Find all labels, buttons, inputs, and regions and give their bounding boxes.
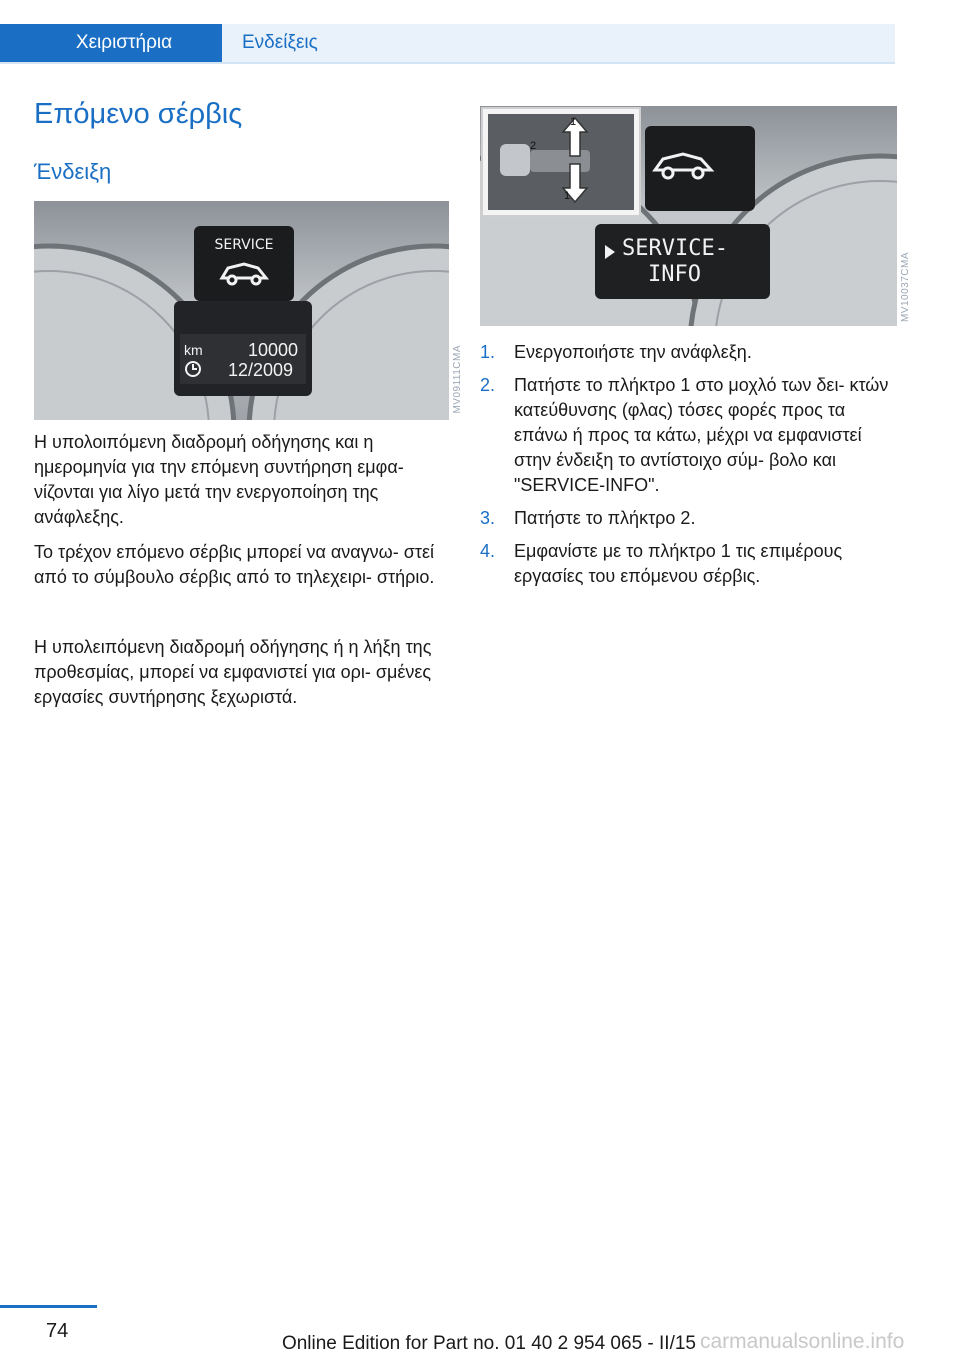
callout-2: 2 [530,140,537,152]
display-line-1: SERVICE- [622,236,728,261]
step-text: Πατήστε το πλήκτρο 1 στο μοχλό των δει- κτών κατεύθυνσης (φλας) τόσες φορές προς τα επάνω ή προς τα κάτω, μέχρι να εμφανιστεί στην ένδειξη το αντίστοιχο σύμ- βολο και "SERVICE-INFO". [514,375,889,495]
step-text: Πατήστε το πλήκτρο 2. [514,508,696,528]
list-item [480,506,900,531]
step-text: Εμφανίστε με το πλήκτρο 1 τις επιμέρους εργασίες του επόμενου σέρβις. [514,541,843,586]
footer-rule [0,1305,97,1308]
list-item [480,539,900,589]
steps-list [480,340,900,597]
page-number: 74 [46,1320,69,1342]
figure-code: MV10037CMA [900,252,911,323]
figure-code: MV09111CMA [452,345,463,414]
step-number: 3. [480,508,496,528]
turn-signal-stalk-icon [555,116,595,209]
paragraph-service-advisor: Το τρέχον επόμενο σέρβις μπορεί να αναγνω- στεί από το σύμβουλο σέρβις από το τηλεχειρι- στήριο. [34,542,435,587]
clock-icon [184,360,202,383]
date-value: 12/2009 [228,360,294,380]
step-number: 1. [480,342,496,362]
section-title: Επόμενο σέρβις [34,98,243,130]
paragraph-intro: Η υπολοιπόμενη διαδρομή οδήγησης και η ημερομηνία για την επόμενη συντήρηση εμφα- νίζονται για λίγο μετά την ενεργοποίηση της ανάφλεξης. [34,432,404,527]
list-item [480,340,900,365]
km-label: km [184,342,203,358]
paragraph-remaining-distance: Η υπολειπόμενη διαδρομή οδήγησης ή η λήξη της προθεσμίας, μπορεί να εμφανιστεί για ορι- σμένες εργασίες συντήρησης ξεχωριστά. [34,637,432,707]
callout-1-top: 1 [570,116,577,128]
callout-1-bottom: 1 [564,190,571,202]
display-service-label: SERVICE [214,237,274,253]
edition-line: Online Edition for Part no. 01 40 2 954 065 - II/15 [281,1333,696,1354]
car-icon [651,150,715,185]
tab-section[interactable]: Ενδείξεις [222,24,895,62]
watermark: carmanualsonline.info [700,1330,905,1353]
list-item [480,373,900,498]
section-subtitle: Ένδειξη [34,159,112,184]
step-number: 2. [480,375,496,395]
service-info-figure [480,106,897,326]
display-line-2: INFO [648,262,701,287]
step-text: Ενεργοποιήστε την ανάφλεξη. [514,342,752,362]
km-value: 10000 [248,340,299,360]
step-number: 4. [480,541,496,561]
service-display-figure [34,201,449,420]
arrow-right-icon [604,244,616,265]
tab-chapter[interactable]: Χειριστήρια [0,24,222,62]
car-icon [218,260,270,291]
